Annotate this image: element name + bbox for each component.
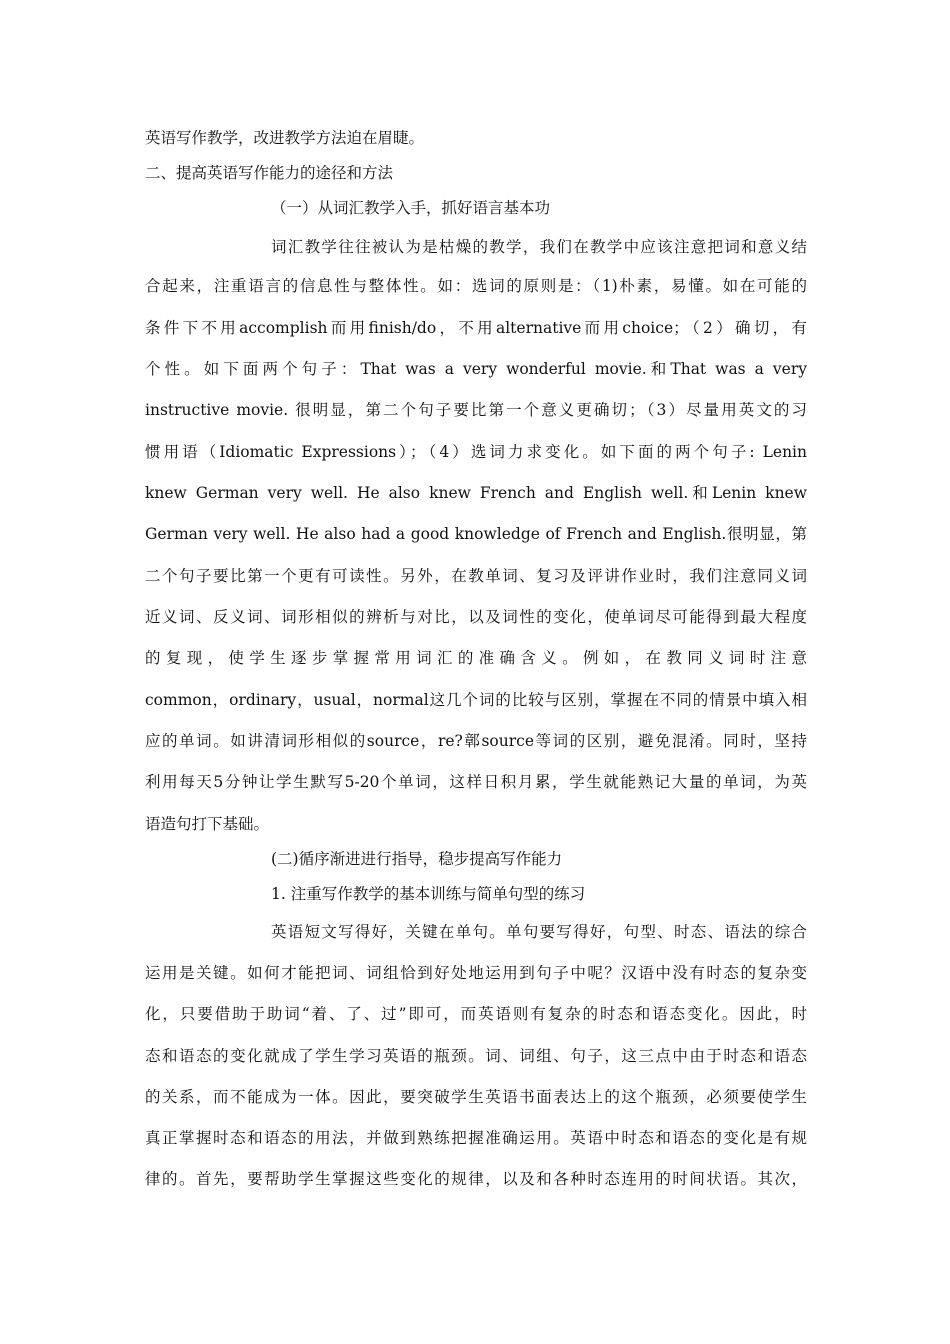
text-line: 态和语态的变化就成了学生学习英语的瓶颈。词、词组、句子，这三点中由于时态和语态 xyxy=(145,1047,807,1065)
text-line: 的关系，而不能成为一体。因此，要突破学生英语书面表达上的这个瓶颈，必须要使学生 xyxy=(145,1088,807,1106)
text-line: 英语短文写得好，关键在单句。单句要写得好，句型、时态、语法的综合 xyxy=(271,923,807,941)
text-line: 真正掌握时态和语态的用法，并做到熟练把握准确运用。英语中时态和语态的变化是有规 xyxy=(145,1129,807,1147)
text-line: 个性。如下面两个句子：That was a very wonderful movie.和That was a very xyxy=(145,360,807,378)
text-line: 应的单词。如讲清词形相似的source，re?鄣source等词的区别，避免混淆。同时，坚持 xyxy=(145,732,807,750)
text-line: 条件下不用accomplish而用finish/do，不用alternative而用choice；（2）确切，有 xyxy=(145,319,807,337)
text-line: 惯用语（Idiomatic Expressions）；（4）选词力求变化。如下面的两个句子: Lenin xyxy=(145,443,807,461)
text-line: 利用每天5分钟让学生默写5-20个单词，这样日积月累，学生就能熟记大量的单词，为英 xyxy=(145,773,807,791)
subsection-heading: (二)循序渐进进行指导，稳步提高写作能力 xyxy=(271,850,563,868)
text-line: 化，只要借助于助词“着、了、过”即可，而英语则有复杂的时态和语态变化。因此，时 xyxy=(145,1005,807,1023)
subsection-heading: （一）从词汇教学入手，抓好语言基本功 xyxy=(271,199,551,217)
text-line: 近义词、反义词、词形相似的辨析与对比，以及词性的变化，使单词尽可能得到最大程度 xyxy=(145,608,807,626)
text-line: 运用是关键。如何才能把词、词组恰到好处地运用到句子中呢？汉语中没有时态的复杂变 xyxy=(145,964,807,982)
text-line: 合起来，注重语言的信息性与整体性。如：选词的原则是：（1)朴素，易懂。如在可能的 xyxy=(145,277,807,295)
text-line: 词汇教学往往被认为是枯燥的教学，我们在教学中应该注意把词和意义结 xyxy=(271,238,807,256)
text-line: 的复现，使学生逐步掌握常用词汇的准确含义。例如，在教同义词时注意 xyxy=(145,649,807,667)
text-line: 英语写作教学，改进教学方法迫在眉睫。 xyxy=(145,129,425,147)
section-heading: 二、提高英语写作能力的途径和方法 xyxy=(145,164,394,182)
text-line: instructive movie. 很明显，第二个句子要比第一个意义更确切；（3）尽量用英文的习 xyxy=(145,401,807,419)
text-line: common，ordinary，usual，normal这几个词的比较与区别，掌握在不同的情景中填入相 xyxy=(145,691,807,709)
text-line: 语造句打下基础。 xyxy=(145,815,270,833)
text-line: German very well. He also had a good knowledge of French and English.很明显，第 xyxy=(145,525,807,543)
text-line: knew German very well. He also knew French and English well.和Lenin knew xyxy=(145,484,807,502)
text-line: 律的。首先，要帮助学生掌握这些变化的规律，以及和各种时态连用的时间状语。其次， xyxy=(145,1170,807,1188)
text-line: 二个句子要比第一个更有可读性。另外，在教单词、复习及评讲作业时，我们注意同义词 xyxy=(145,567,807,585)
subsection-heading: 1. 注重写作教学的基本训练与简单句型的练习 xyxy=(271,885,586,903)
